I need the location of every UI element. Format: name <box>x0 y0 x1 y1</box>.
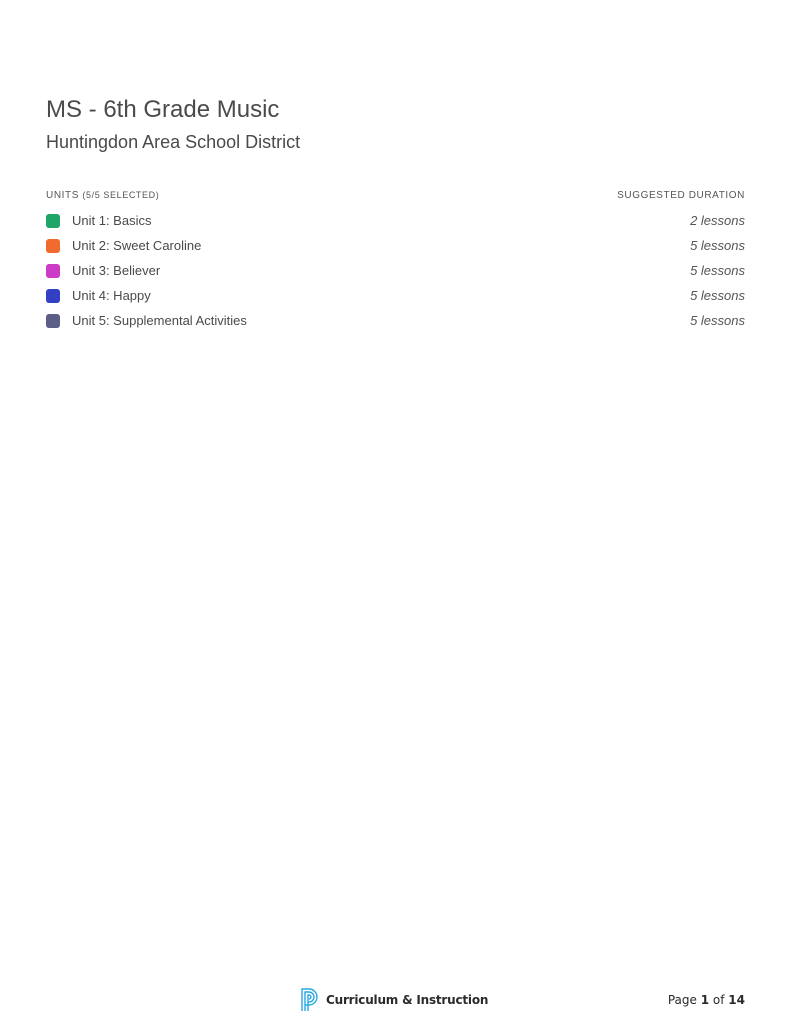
page-number <box>668 993 745 1007</box>
unit-color-swatch-icon <box>46 214 60 228</box>
units-label <box>46 190 159 201</box>
unit-row <box>46 208 745 233</box>
unit-color-swatch-icon <box>46 314 60 328</box>
page-total: 14 <box>728 993 745 1007</box>
page-title: MS - 6th Grade Music <box>46 96 280 123</box>
planbook-logo-icon <box>300 988 320 1012</box>
unit-duration: 5 lessons <box>690 313 745 328</box>
unit-duration: 5 lessons <box>690 263 745 278</box>
unit-duration: 2 lessons <box>690 213 745 228</box>
page-current: 1 <box>700 993 710 1007</box>
unit-color-swatch-icon <box>46 264 60 278</box>
unit-color-swatch-icon <box>46 289 60 303</box>
unit-name: Unit 5: Supplemental Activities <box>72 313 247 328</box>
units-label-text: UNITS <box>46 190 79 201</box>
unit-row <box>46 308 745 333</box>
unit-duration: 5 lessons <box>690 238 745 253</box>
suggested-duration-label: SUGGESTED DURATION <box>617 190 745 201</box>
units-list <box>46 208 745 333</box>
unit-color-swatch-icon <box>46 239 60 253</box>
page-footer <box>46 988 745 1014</box>
units-header <box>46 190 745 201</box>
units-selection-count: (5/5 SELECTED) <box>82 190 160 200</box>
unit-name: Unit 2: Sweet Caroline <box>72 238 202 253</box>
page-of: of <box>712 993 725 1007</box>
unit-name: Unit 3: Believer <box>72 263 161 278</box>
unit-row <box>46 233 745 258</box>
unit-name: Unit 1: Basics <box>72 213 152 228</box>
page-prefix: Page <box>667 993 697 1007</box>
unit-name: Unit 4: Happy <box>72 288 151 303</box>
unit-row <box>46 283 745 308</box>
footer-brand-text: Curriculum & Instruction <box>326 993 489 1007</box>
unit-duration: 5 lessons <box>690 288 745 303</box>
footer-brand <box>300 988 488 1012</box>
unit-row <box>46 258 745 283</box>
district-name: Huntingdon Area School District <box>46 132 301 152</box>
